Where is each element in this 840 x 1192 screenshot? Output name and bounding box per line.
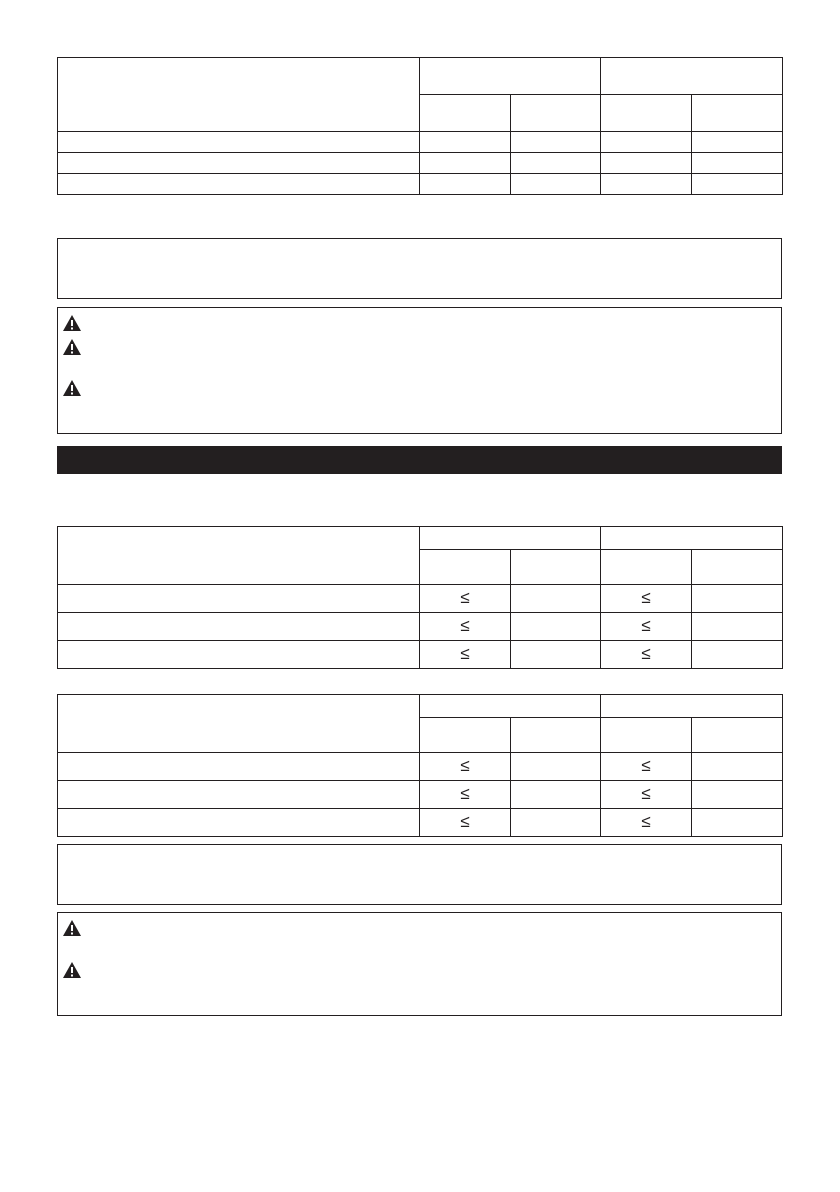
table-cell	[511, 753, 601, 781]
warning-box-1	[57, 307, 782, 434]
table3-subheader	[420, 718, 511, 753]
table2-subheader	[511, 550, 601, 585]
table-cell	[511, 174, 601, 195]
table-cell	[420, 613, 511, 641]
less-equal-symbol: ≤	[460, 812, 470, 831]
table-cell	[601, 613, 692, 641]
table-cell	[420, 809, 511, 837]
table-cell	[601, 753, 692, 781]
table-cell	[58, 613, 420, 641]
warning-triangle-icon	[62, 338, 82, 356]
table-row	[58, 613, 783, 641]
table1-header-label	[58, 58, 420, 132]
table-cell	[511, 585, 601, 613]
table3-header-group-b	[601, 695, 783, 718]
table-cell	[601, 174, 692, 195]
table-cell	[692, 613, 783, 641]
table-cell	[511, 781, 601, 809]
less-equal-symbol: ≤	[641, 616, 651, 635]
less-equal-symbol: ≤	[460, 756, 470, 775]
table-cell	[420, 641, 511, 669]
table-cell	[58, 781, 420, 809]
table-cell	[58, 174, 420, 195]
table-cell	[58, 641, 420, 669]
warning-triangle-icon	[62, 379, 82, 397]
table1-subheader	[511, 95, 601, 132]
table-cell	[420, 753, 511, 781]
note-box-1	[57, 238, 782, 299]
less-equal-symbol: ≤	[460, 588, 470, 607]
table-row	[58, 753, 783, 781]
warning-triangle-icon	[62, 314, 82, 332]
table-cell	[58, 585, 420, 613]
table-cell	[692, 174, 783, 195]
table-cell	[692, 809, 783, 837]
table2-subheader	[420, 550, 511, 585]
table2-subheader	[692, 550, 783, 585]
table2-header-label	[58, 527, 420, 585]
less-equal-symbol: ≤	[460, 784, 470, 803]
table-cell	[601, 809, 692, 837]
table-cell	[692, 641, 783, 669]
table-cell	[692, 153, 783, 174]
table-cell	[511, 641, 601, 669]
table-cell	[601, 781, 692, 809]
table-cell	[58, 153, 420, 174]
table-row	[58, 641, 783, 669]
less-equal-symbol: ≤	[641, 588, 651, 607]
table3-header-label	[58, 695, 420, 753]
table3-header-group-a	[420, 695, 601, 718]
less-equal-symbol: ≤	[641, 812, 651, 831]
spec-table-1	[57, 57, 783, 195]
table1-subheader	[420, 95, 511, 132]
table-cell	[58, 809, 420, 837]
spec-table-3	[57, 694, 783, 837]
less-equal-symbol: ≤	[641, 756, 651, 775]
table-cell	[692, 132, 783, 153]
section-heading-bar	[57, 446, 782, 474]
warning-triangle-icon	[62, 961, 82, 979]
table-cell	[511, 613, 601, 641]
table-cell	[601, 585, 692, 613]
table-cell	[58, 753, 420, 781]
table-cell	[420, 153, 511, 174]
table3-subheader	[692, 718, 783, 753]
table2-header-group-a	[420, 527, 601, 550]
warning-triangle-icon	[62, 919, 82, 937]
table-cell	[601, 132, 692, 153]
table-cell	[601, 153, 692, 174]
table-cell	[58, 132, 420, 153]
table-row	[58, 809, 783, 837]
table-cell	[511, 153, 601, 174]
table3-subheader	[511, 718, 601, 753]
table-row	[58, 781, 783, 809]
table1-subheader	[692, 95, 783, 132]
table1-header-group-b	[601, 58, 783, 95]
table-cell	[601, 641, 692, 669]
table-row	[58, 153, 783, 174]
less-equal-symbol: ≤	[641, 644, 651, 663]
table1-subheader	[601, 95, 692, 132]
table-cell	[511, 809, 601, 837]
note-box-2	[57, 844, 782, 905]
table-cell	[511, 132, 601, 153]
less-equal-symbol: ≤	[460, 644, 470, 663]
warning-box-2	[57, 912, 782, 1016]
table-cell	[420, 585, 511, 613]
table2-header-group-b	[601, 527, 783, 550]
table-cell	[420, 781, 511, 809]
table3-subheader	[601, 718, 692, 753]
table-cell	[692, 753, 783, 781]
spec-table-2	[57, 526, 783, 669]
table-cell	[692, 585, 783, 613]
less-equal-symbol: ≤	[641, 784, 651, 803]
table-row	[58, 585, 783, 613]
table2-subheader	[601, 550, 692, 585]
table-row	[58, 132, 783, 153]
less-equal-symbol: ≤	[460, 616, 470, 635]
table-cell	[420, 174, 511, 195]
table-cell	[692, 781, 783, 809]
table1-header-group-a	[420, 58, 601, 95]
table-cell	[420, 132, 511, 153]
table-row	[58, 174, 783, 195]
